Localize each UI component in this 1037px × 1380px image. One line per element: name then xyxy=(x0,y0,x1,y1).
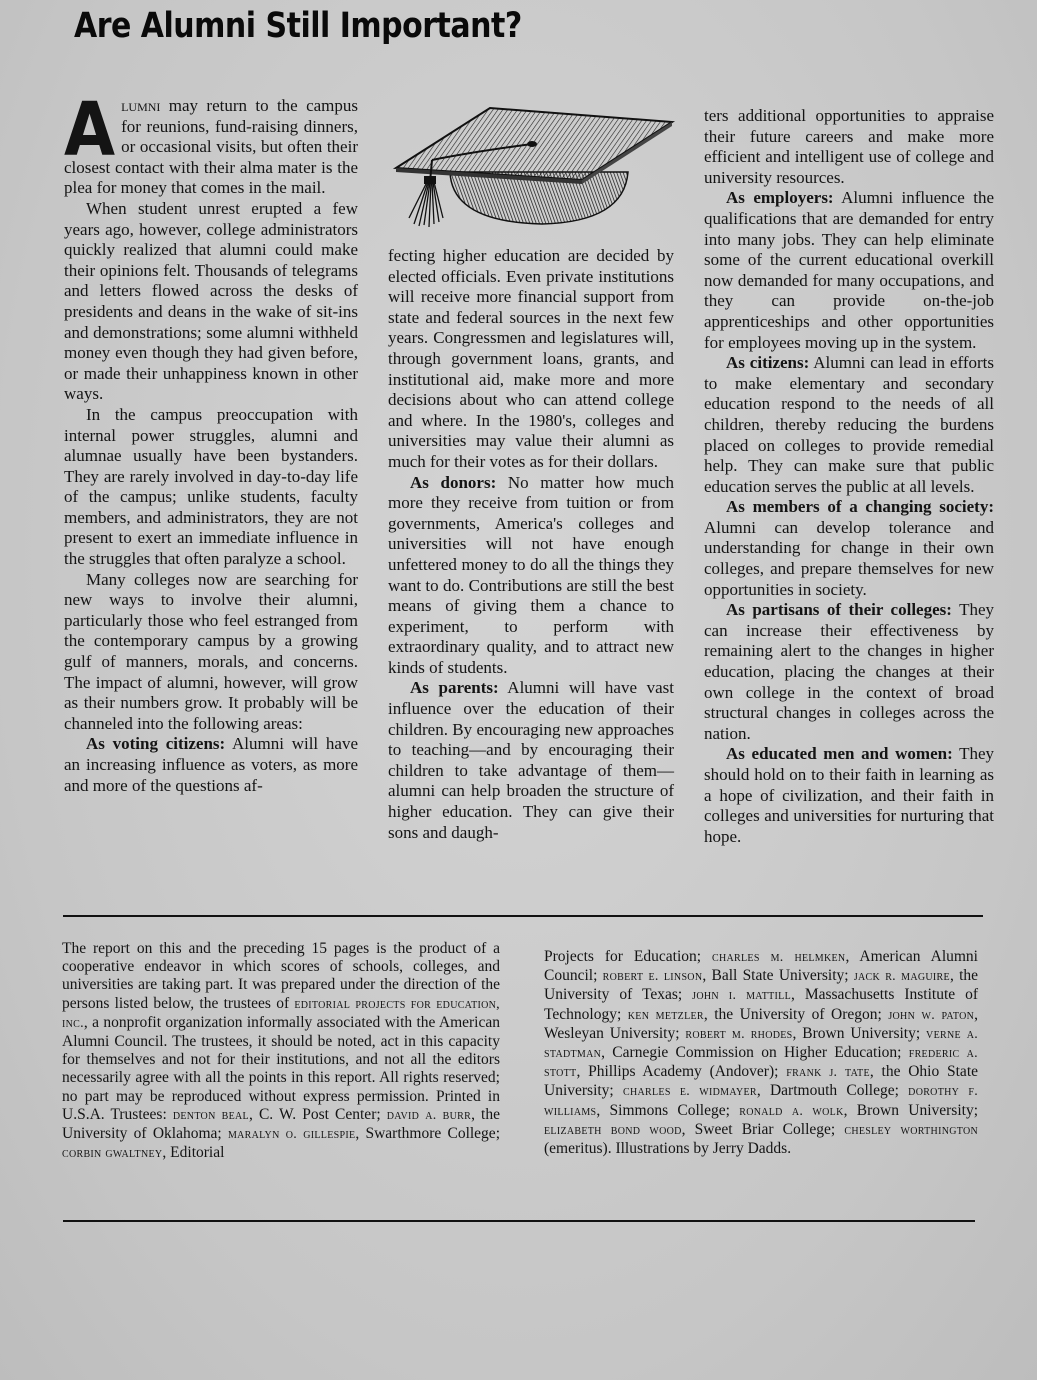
credits-text: , the University of Oregon; xyxy=(703,1005,889,1023)
credits-text: , Brown University; xyxy=(843,1101,979,1119)
section-heading: As voting citizens: xyxy=(86,734,226,754)
credits-text: , C. W. Post Center; xyxy=(248,1105,387,1123)
trustee-name: robert e. linson xyxy=(602,969,703,985)
paragraph-text: Alumni influence the qualifications that are demanded for entry into many jobs. They can help eliminate some of the current educational overkill now demanded for many occupations, and they can provide on-the-job apprenticeships and other opportunities for employees moving up in the system. xyxy=(704,188,994,352)
credits-text: , the University of Oklahoma; xyxy=(62,1105,500,1143)
section-heading: As parents: xyxy=(410,678,499,698)
paragraph-text: Alumni will have vast influence over the education of their children. By encouraging new approaches to teaching—and by encouraging their children to take advantage of them—alumni can help broaden the structure of higher education. They can give their sons and daugh- xyxy=(388,678,674,842)
trustee-name: maralyn o. gillespie xyxy=(227,1127,356,1143)
credits-column-2 xyxy=(544,948,978,1158)
page-title: Are Alumni Still Important? xyxy=(74,6,522,47)
organization-name: editorial projects for education, inc. xyxy=(62,996,500,1031)
section-heading: As educated men and women: xyxy=(726,744,953,764)
trustee-name: verne a. stadtman xyxy=(544,1026,979,1062)
divider-rule xyxy=(63,1220,975,1222)
article-paragraph xyxy=(704,188,994,353)
article-paragraph xyxy=(64,734,358,796)
credits-text: , Sweet Briar College; xyxy=(681,1120,845,1138)
trustee-name: jack r. maguire xyxy=(853,969,950,985)
credits-text: , Editorial xyxy=(162,1144,225,1162)
trustee-name: ken metzler xyxy=(627,1007,704,1023)
paragraph-text: No matter how much more they receive from tuition or from governments, America's colleges and universities will not have enough unfettered money to do all the things they want to do. Contributions are still the best means of giving them a chance to experiment, to perform with extraordinary quality, and to attract new kinds of students. xyxy=(388,472,674,677)
trustee-name: frederic a. stott xyxy=(544,1046,978,1081)
credits-text: , Simmons College; xyxy=(596,1101,740,1119)
trustee-name: chesley worthington xyxy=(844,1122,979,1138)
section-heading: As citizens: xyxy=(726,353,810,373)
article-paragraph: ters additional opportunities to appraise their future careers and make more efficient and intelligent use of college and university resources. xyxy=(704,106,994,187)
trustee-name: robert m. rhodes xyxy=(685,1026,793,1042)
article-column-2 xyxy=(388,246,674,843)
credits-text: , American Alumni Council; xyxy=(544,948,978,985)
credits-text: , the Ohio State University; xyxy=(544,1063,979,1100)
drop-cap: A xyxy=(64,86,116,173)
section-heading: As donors: xyxy=(410,472,497,492)
credits-text: , Swarthmore College; xyxy=(355,1125,500,1143)
credits-text: , Brown University; xyxy=(792,1024,927,1042)
trustee-name: charles e. widmayer xyxy=(623,1084,757,1100)
article-paragraph xyxy=(388,678,674,843)
section-heading: As members of a changing society: xyxy=(726,497,994,517)
trustee-name: elizabeth bond wood xyxy=(544,1122,682,1138)
trustee-name: denton beal xyxy=(172,1107,249,1123)
article-column-1 xyxy=(64,86,358,796)
article-paragraph xyxy=(704,497,994,600)
trustee-name: frank j. tate xyxy=(786,1065,870,1081)
article-paragraph xyxy=(64,86,358,199)
paragraph-text: They should hold on to their faith in learning as a hope of civilization, and their faith in colleges and universities for nurturing that hope. xyxy=(704,744,995,846)
credits-column-1 xyxy=(62,940,500,1163)
trustee-name: charles m. helmken xyxy=(712,950,846,965)
trustee-name: corbin gwaltney xyxy=(62,1146,163,1162)
paragraph-text: Alumni can develop tolerance and understanding for change in their own colleges, and prepare themselves for new opportunities in society. xyxy=(704,517,994,599)
credits-text: , Dartmouth College; xyxy=(756,1082,909,1100)
article-paragraph: When student unrest erupted a few years ago, however, college administrators quickly realized that alumni could make their opinions felt. Thousands of telegrams and letters flowed across the desks of presidents and deans in the wake of sit-ins and demonstrations; some alumni withheld money even though they had given before, or made their unhappiness known in other ways. xyxy=(64,198,358,404)
credits-text: (emeritus). Illustrations by Jerry Dadds. xyxy=(544,1140,792,1158)
paragraph-text: Alumni will have an increasing influence as voters, as more and more of the questions af- xyxy=(64,734,358,795)
section-heading: As employers: xyxy=(726,188,834,208)
trustee-name: john i. mattill xyxy=(692,988,791,1004)
credits-text: , Phillips Academy (Andover); xyxy=(576,1063,787,1081)
section-heading: As partisans of their colleges: xyxy=(726,600,952,620)
lead-in-smallcaps: lumni xyxy=(121,96,161,115)
article-paragraph: fecting higher education are decided by elected officials. Even private institutions will receive more financial support from state and federal sources in the next few years. Congressmen and legislatures will, through government loans, grants, and institutional aid, make more and more decisions about who can attend college and where. In the 1980's, colleges and universities may value their alumni as much for their votes as for their dollars. xyxy=(388,246,674,471)
trustee-name: ronald a. wolk xyxy=(739,1103,844,1119)
paragraph-text: They can increase their effectiveness by remaining alert to the changes in higher education, placing the changes at their own college in the context of broad structural changes in colleges across the nation. xyxy=(704,600,994,743)
credits-text: , Wesleyan University; xyxy=(544,1005,978,1042)
divider-rule xyxy=(63,915,983,917)
credits-text: , the University of Texas; xyxy=(544,967,979,1004)
credits-text: Projects for Education; xyxy=(544,948,713,965)
trustee-name: david a. burr xyxy=(386,1107,472,1123)
article-paragraph: In the campus preoccupation with internal power struggles, alumni and alumnae usually have been bystanders. They are rarely involved in day-to-day life of the campus; unlike students, faculty members, and administrators, they are not present to exert an immediate influence in the struggles that often paralyze a school. xyxy=(64,404,358,569)
trustee-name: dorothy f. williams xyxy=(544,1084,979,1119)
article-paragraph: Many colleges now are searching for new ways to involve their alumni, particularly those who feel estranged from the contemporary campus by a growing gulf of manners, morals, and concerns. The impact of alumni, however, will grow as their numbers grow. It probably will be channeled into the following areas: xyxy=(64,569,358,733)
paragraph-text: Alumni can lead in efforts to make elementary and secondary education respond to the needs of all children, thereby reducing the burdens placed on colleges to provide remedial help. They can make sure that public education serves the public at all levels. xyxy=(704,353,994,496)
credits-text: , a nonprofit organization informally associated with the American Alumni Council. The trustees, it should be noted, act in this capacity for themselves and not for their institutions, and not all the editors necessarily agree with all the points in this report. All rights reserved; no part may be reproduced without express permission. Printed in U.S.A. Trustees: xyxy=(62,1013,500,1123)
trustee-name: john w. paton xyxy=(888,1007,975,1023)
credits-text: The report on this and the preceding 15 pages is the product of a cooperative endeavor in which scores of schools, colleges, and universities are taking part. It was prepared under the direction of the persons listed below, the trustees of xyxy=(62,940,500,1012)
paragraph-text: may return to the campus for reunions, fund-raising dinners, or occasional visits, but often their closest contact with their alma mater is the plea for money that comes in the mail. xyxy=(64,96,358,198)
credits-text: , Ball State University; xyxy=(702,967,854,985)
article-paragraph xyxy=(704,600,994,744)
credits-text: , Carnegie Commission on Higher Education; xyxy=(601,1044,909,1062)
graduation-cap-illustration xyxy=(392,100,682,230)
article-paragraph xyxy=(704,353,994,497)
article-paragraph xyxy=(388,473,674,679)
credits-text: , Massachusetts Institute of Technology; xyxy=(544,986,978,1023)
article-column-3 xyxy=(704,106,994,847)
article-paragraph xyxy=(704,744,994,847)
